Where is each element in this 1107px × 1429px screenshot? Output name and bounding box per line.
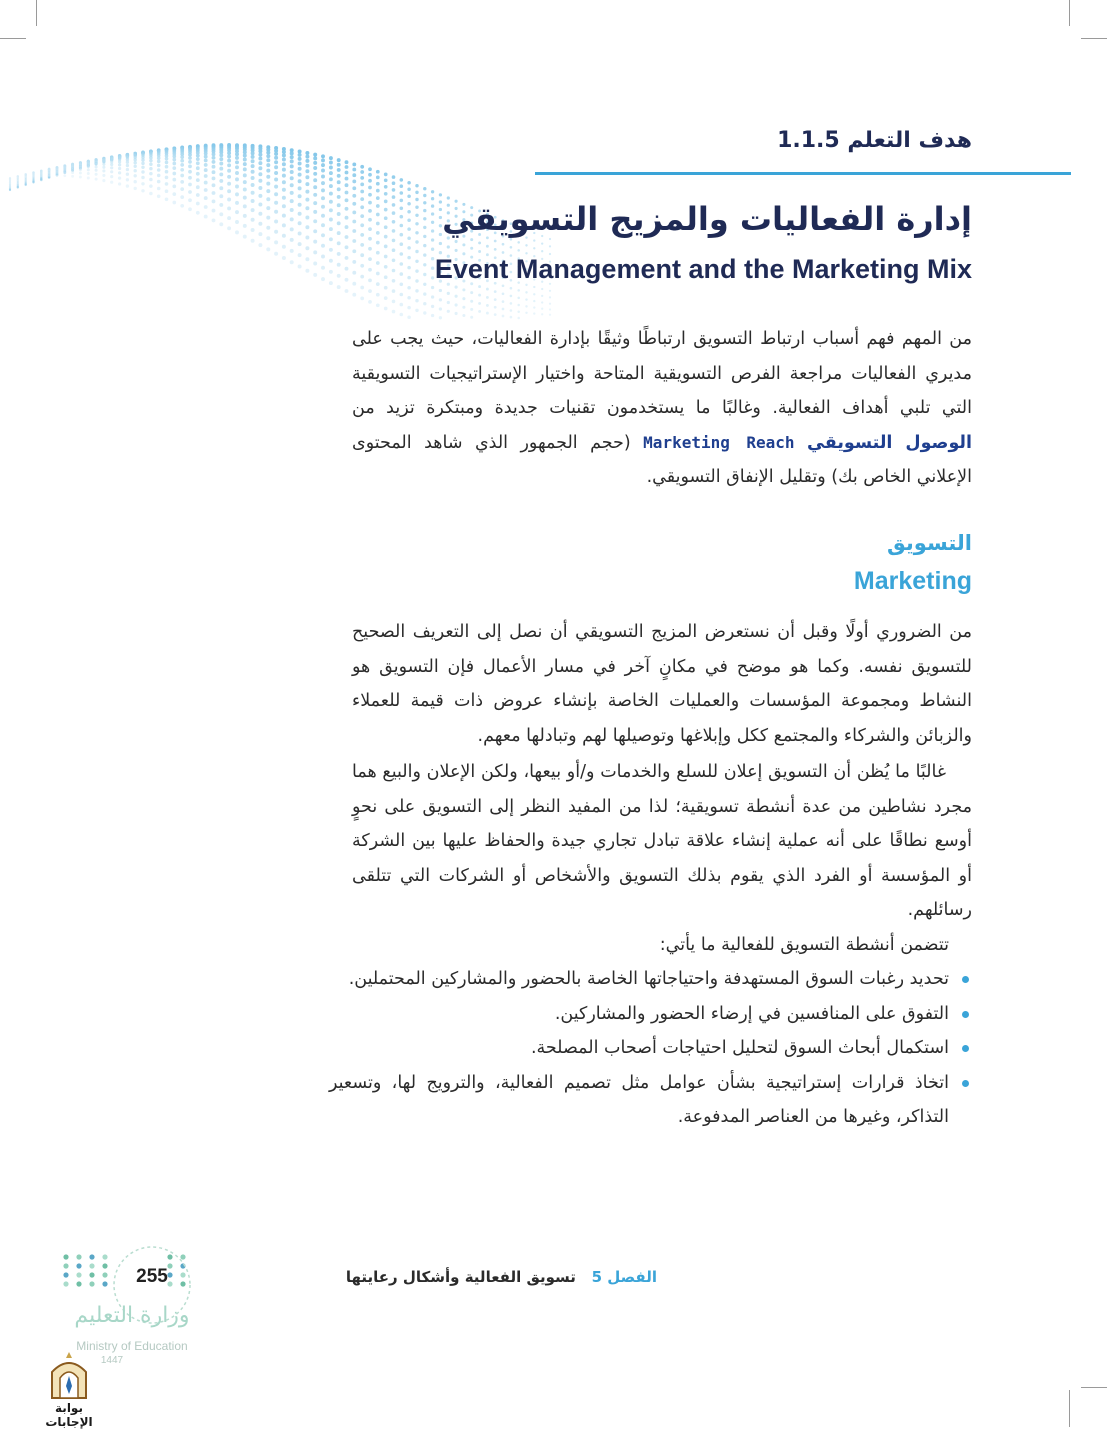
page-title-english: Event Management and the Marketing Mix	[434, 254, 972, 284]
chapter-footer	[346, 1268, 657, 1286]
ministry-name-arabic: وزارة التعليم	[74, 1303, 190, 1328]
list-item: التفوق على المنافسين في إرضاء الحضور والمشاركين.	[329, 997, 949, 1032]
section-heading-english: Marketing	[853, 567, 972, 595]
intro-paragraph	[352, 322, 972, 495]
page-number: 255	[136, 1266, 168, 1287]
ministry-year: 1447	[100, 1355, 124, 1366]
crop-mark	[1069, 1390, 1070, 1427]
page-title-arabic: إدارة الفعاليات والمزيج التسويقي	[442, 200, 972, 238]
marketing-paragraph-2	[352, 755, 972, 928]
crop-mark	[36, 0, 37, 26]
ministry-name-english: Ministry of Education	[76, 1339, 188, 1353]
term-highlight-english: Marketing Reach	[643, 432, 795, 452]
crop-mark	[1081, 38, 1107, 39]
list-item: استكمال أبحاث السوق لتحليل احتياجات أصحاب المصلحة.	[329, 1031, 949, 1066]
section-heading-arabic: التسويق	[886, 531, 972, 555]
list-item: تحديد رغبات السوق المستهدفة واحتياجاتها الخاصة بالحضور والمشاركين المحتملين.	[329, 962, 949, 997]
marketing-paragraph-2-text: غالبًا ما يُظن أن التسويق إعلان للسلع والخدمات و/أو بيعها، ولكن الإعلان والبيع هما مجرد نشاطين من عدة أنشطة تسويقية؛ لذا من المفيد النظر إلى التسويق على نحوٍ أوسع نطاقًا على أنه عملية إنشاء علاقة تبادل تجاري جيدة والحفاظ عليها بين الشركة أو المؤسسة أو الفرد الذي يقوم بذلك التسويق والأشخاص أو الشركات التي تتلقى رسائلهم.	[352, 762, 972, 920]
intro-text-before: من المهم فهم أسباب ارتباط التسويق ارتباطًا وثيقًا بإدارة الفعاليات، حيث يجب على مديري الفعاليات مراجعة الفرص التسويقية المتاحة واختيار الإستراتيجيات التسويقية التي تلبي أهداف الفعالية. وغالبًا ما يستخدمون تقنيات جديدة ومبتكرة تزيد من	[352, 329, 972, 418]
answers-portal-logo-icon	[46, 1350, 92, 1400]
marketing-paragraph-1: من الضروري أولًا وقبل أن نستعرض المزيج التسويقي أن نصل إلى التعريف الصحيح للتسويق نفسه. وكما هو موضح في مكانٍ آخر في مسار الأعمال فإن التسويق هو النشاط ومجموعة المؤسسات والعمليات الخاصة بإنشاء عروض ذات قيمة للعملاء والزبائن والشركاء والمجتمع ككل وإبلاغها وتوصيلها لهم وتبادلها معهم.	[352, 622, 972, 746]
goal-divider-line	[535, 172, 1071, 175]
term-highlight-arabic: الوصول التسويقي	[807, 432, 972, 453]
activities-list	[329, 962, 972, 1135]
intro-text-after: (حجم الجمهور الذي شاهد المحتوى الإعلاني الخاص بك) وتقليل الإنفاق التسويقي.	[352, 432, 972, 487]
chapter-label: الفصل 5	[591, 1268, 657, 1286]
learning-goal-label: هدف التعلم 1.1.5	[777, 128, 972, 153]
crop-mark	[1069, 0, 1070, 26]
answers-portal-label: بوابة الإجابات	[45, 1401, 93, 1429]
crop-mark	[1081, 1387, 1107, 1388]
activities-list-intro: تتضمن أنشطة التسويق للفعالية ما يأتي:	[659, 935, 949, 955]
chapter-title: تسويق الفعالية وأشكال رعايتها	[345, 1268, 576, 1286]
crop-mark	[0, 38, 26, 39]
list-item: اتخاذ قرارات إستراتيجية بشأن عوامل مثل تصميم الفعالية، والترويج لها، وتسعير التذاكر، وغيرها من العناصر المدفوعة.	[329, 1066, 949, 1135]
